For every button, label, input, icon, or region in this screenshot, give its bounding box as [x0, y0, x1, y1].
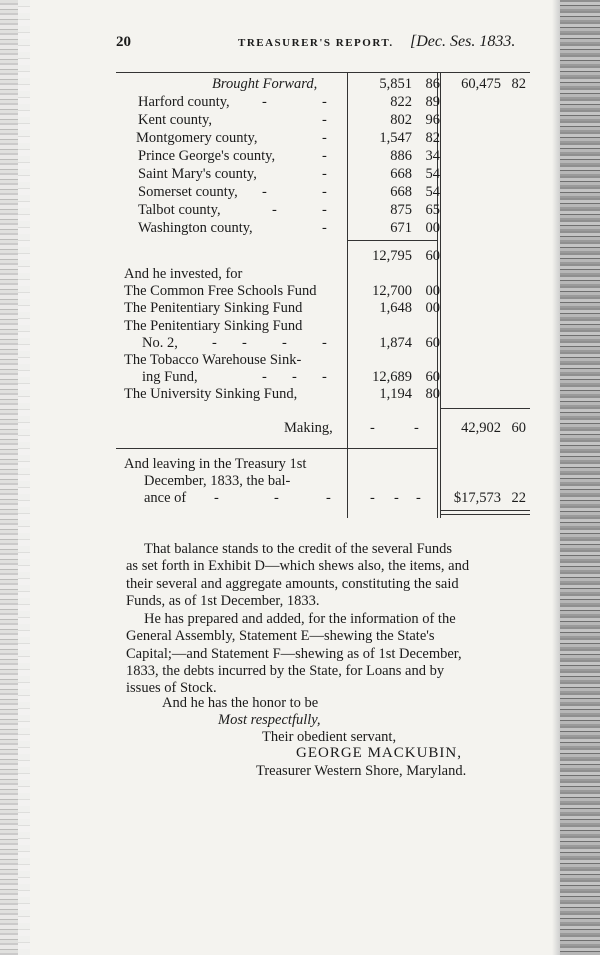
leaving-row-1: And leaving in the Treasury 1st	[124, 456, 307, 472]
table-row: The Common Free Schools Fund 12,700 00	[124, 283, 440, 299]
invested-intro: And he invested, for	[124, 266, 243, 282]
table-row: Kent county, - 802 96	[138, 112, 440, 128]
signature-name: GEORGE MACKUBIN,	[296, 745, 462, 761]
making-row: Making, - - 42,902 60	[284, 420, 526, 436]
table-row: ing Fund, - - - 12,689 60	[142, 369, 440, 385]
scan-right-shade	[552, 0, 560, 955]
scan-left-edge	[0, 0, 18, 955]
table-row: Washington county, - 671 00	[138, 220, 440, 236]
leaving-row-3: ance of - - - - - - $17,573 22	[144, 490, 526, 506]
paragraph-statements: He has prepared and added, for the information of the General Assembly, Statement E—shewing the State's Capital;—and Statement F—shewing as of 1st December, 1833, the debts incurred by the State, for Loans and by issues of Stock.	[126, 611, 462, 697]
scan-left-shade	[18, 0, 30, 955]
table-row: The Penitentiary Sinking Fund 1,648 00	[124, 300, 440, 316]
table-row: Talbot county, - - 875 65	[138, 202, 440, 218]
making-rule	[440, 408, 530, 409]
closing-servant: Their obedient servant,	[262, 729, 397, 745]
table-row: Somerset county, - - 668 54	[138, 184, 440, 200]
table-row: Prince George's county, - 886 34	[138, 148, 440, 164]
running-title: TREASURER'S REPORT.	[238, 37, 394, 49]
closing-respect: Most respectfully,	[218, 712, 321, 728]
signature-title: Treasurer Western Shore, Maryland.	[256, 763, 467, 779]
brought-forward-label: Brought Forward,	[212, 76, 318, 92]
final-rule-b	[440, 514, 530, 515]
subtotal-row: 12,795 60	[372, 248, 440, 264]
leaving-rule	[116, 448, 438, 449]
table-row: Saint Mary's county, - 668 54	[138, 166, 440, 182]
table-top-rule	[116, 72, 530, 73]
leaving-row-2: December, 1833, the bal-	[144, 473, 291, 489]
session-date: [Dec. Ses. 1833.	[410, 33, 516, 50]
subtotal-rule	[348, 240, 438, 241]
final-rule-a	[440, 510, 530, 511]
closing-honor: And he has the honor to be	[162, 695, 319, 711]
table-row: The Tobacco Warehouse Sink-	[124, 352, 302, 368]
brought-forward-row: Brought Forward, 5,851 86 60,475 82	[212, 76, 526, 92]
table-row: Montgomery county, - 1,547 82	[136, 130, 440, 146]
table-row: The University Sinking Fund, 1,194 80	[124, 386, 440, 402]
scan-right-edge	[560, 0, 600, 955]
paragraph-balance: That balance stands to the credit of the several Funds as set forth in Exhibit D—which shews also, the items, and their several and aggregate amounts, constituting the said Funds, as of 1st December, 1833.	[126, 541, 470, 609]
table-row: Harford county, - - 822 89	[138, 94, 440, 110]
table-row: The Penitentiary Sinking Fund	[124, 318, 303, 334]
table-row: No. 2, - - - - 1,874 60	[142, 335, 440, 351]
page-number: 20	[116, 34, 131, 50]
